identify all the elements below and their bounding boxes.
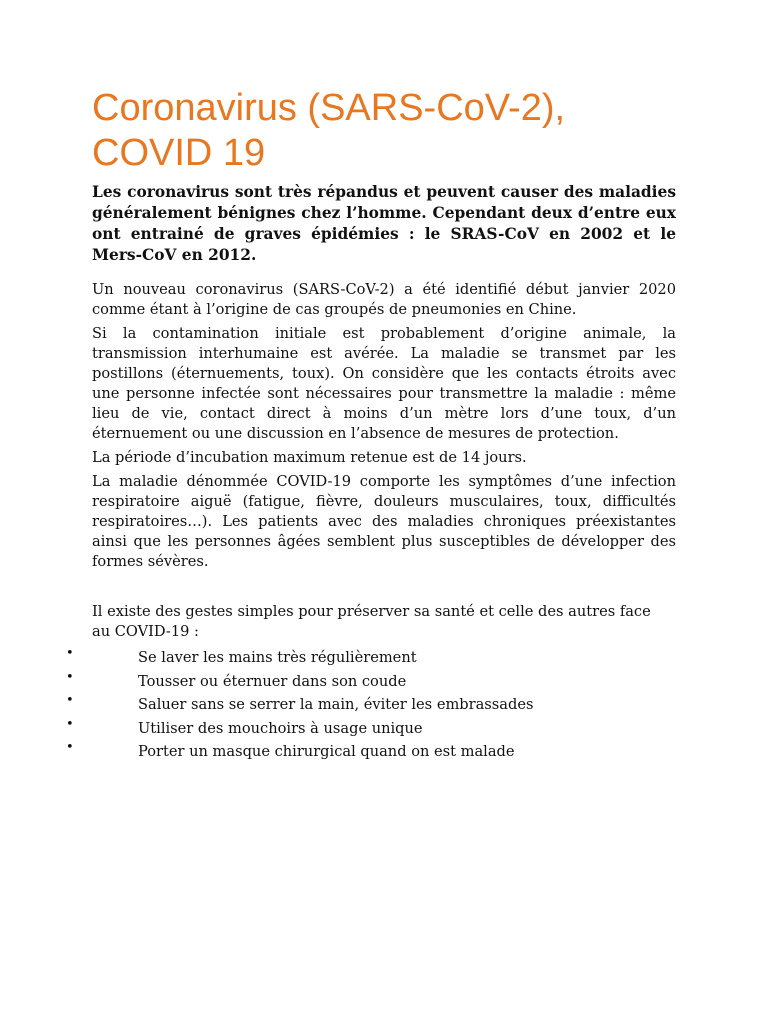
bullet-icon: •	[66, 740, 74, 756]
bullet-icon: •	[66, 716, 74, 732]
page-title-line-2: COVID 19	[92, 132, 266, 174]
paragraph-identification: Un nouveau coronavirus (SARS-CoV-2) a été identifié début janvier 2020 comme étant à l’origine de cas groupés de pneumonies en Chine.	[92, 281, 676, 318]
paragraph-symptoms: La maladie dénommée COVID-19 comporte les symptômes d’une infection respiratoire aiguë (fatigue, fièvre, douleurs musculaires, toux, difficultés respiratoires…). Les patients avec des maladies chroniques préexistantes ainsi que les personnes âgées semblent plus susceptibles de développer des formes sévères.	[92, 473, 676, 570]
paragraph-spacer	[92, 576, 676, 602]
list-item-text: Se laver les mains très régulièrement	[138, 649, 417, 666]
page-title-line-1: Coronavirus (SARS-CoV-2),	[92, 87, 566, 129]
list-item	[0, 740, 680, 764]
paragraph-incubation: La période d’incubation maximum retenue est de 14 jours.	[92, 449, 527, 466]
gestures-list	[0, 646, 680, 764]
list-item	[0, 717, 680, 741]
list-item-text: Utiliser des mouchoirs à usage unique	[138, 719, 423, 737]
bullet-icon: •	[66, 669, 74, 685]
bullet-icon: •	[66, 693, 74, 709]
paragraph-transmission: Si la contamination initiale est probablement d’origine animale, la transmission interhumaine est avérée. La maladie se transmet par les postillons (éternuements, toux). On considère que les contacts étroits avec une personne infectée sont nécessaires pour transmettre la maladie : même lieu de vie, contact direct à moins d’un mètre lors d’une toux, d’un éternuement ou une discussion en l’absence de mesures de protection.	[92, 325, 676, 442]
list-item	[0, 670, 680, 694]
list-item-text: Porter un masque chirurgical quand on est malade	[138, 743, 515, 761]
list-item-text: Saluer sans se serrer la main, éviter les embrassades	[138, 696, 534, 714]
list-item	[0, 693, 680, 717]
page-title	[92, 86, 676, 176]
document-page	[66, 86, 676, 764]
gestures-intro: Il existe des gestes simples pour préserver sa santé et celle des autres face au COVID-19 :	[92, 603, 651, 640]
list-item	[0, 646, 680, 670]
list-item-text: Tousser ou éternuer dans son coude	[138, 672, 407, 690]
bullet-icon: •	[66, 646, 74, 661]
lead-paragraph: Les coronavirus sont très répandus et peuvent causer des maladies généralement bénignes chez l’homme. Cependant deux d’entre eux ont entrainé de graves épidémies : le SRAS-CoV en 2002 et le Mers-CoV en 2012.	[92, 183, 676, 264]
